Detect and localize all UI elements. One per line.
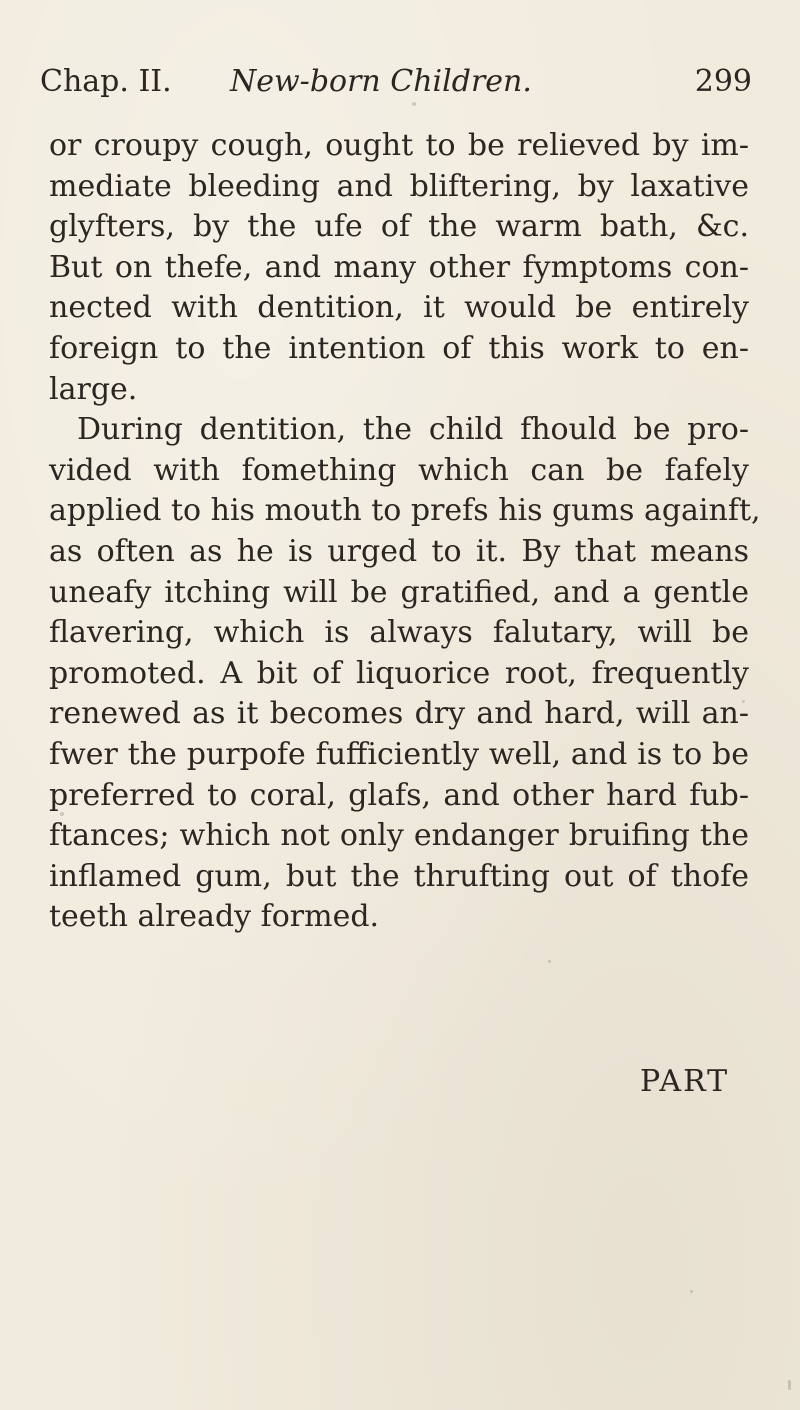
body-text bbox=[49, 126, 761, 938]
paper-speck bbox=[788, 1380, 791, 1390]
text-line: inflamed gum, but the thrufting out of thofe bbox=[49, 858, 749, 894]
page-header bbox=[40, 58, 752, 106]
text-line: ftances; which not only endanger bruifing the bbox=[49, 818, 749, 854]
paper-speck bbox=[742, 700, 745, 703]
text-line: mediate bleeding and bliftering, by laxative bbox=[49, 168, 749, 204]
paper-speck bbox=[60, 812, 64, 816]
text-line: preferred to coral, glafs, and other hard fub- bbox=[49, 777, 749, 813]
chapter-label: Chap. II. bbox=[40, 64, 172, 99]
text-line: teeth already formed. bbox=[49, 899, 380, 935]
paper-speck bbox=[690, 1290, 693, 1293]
text-line: promoted. A bit of liquorice root, frequently bbox=[49, 655, 749, 691]
text-line: or croupy cough, ought to be relieved by im- bbox=[49, 128, 749, 163]
text-line: vided with fomething which can be fafely bbox=[49, 452, 749, 488]
page-number: 299 bbox=[694, 64, 752, 99]
text-line: glyfters, by the ufe of the warm bath, &c. bbox=[49, 209, 749, 245]
text-line: fwer the purpofe fufficiently well, and is to be bbox=[49, 736, 749, 772]
text-line: applied to his mouth to prefs his gums againft, bbox=[49, 493, 761, 529]
paragraph-start-line: During dentition, the child fhould be pro- bbox=[77, 412, 749, 448]
text-line: as often as he is urged to it. By that means bbox=[49, 533, 749, 569]
text-line: uneafy itching will be gratified, and a gentle bbox=[49, 574, 749, 610]
text-line: flavering, which is always falutary, will be bbox=[49, 615, 749, 651]
text-line: foreign to the intention of this work to en- bbox=[49, 330, 749, 366]
text-line: renewed as it becomes dry and hard, will an- bbox=[49, 696, 749, 732]
paper-speck bbox=[412, 102, 416, 106]
text-line: But on thefe, and many other fymptoms con- bbox=[49, 249, 749, 285]
running-title: New-born Children. bbox=[230, 64, 532, 99]
text-line: nected with dentition, it would be entirely bbox=[49, 290, 749, 326]
text-line: large. bbox=[49, 371, 138, 407]
catchword: PART bbox=[640, 1064, 730, 1099]
paper-speck bbox=[548, 960, 551, 963]
